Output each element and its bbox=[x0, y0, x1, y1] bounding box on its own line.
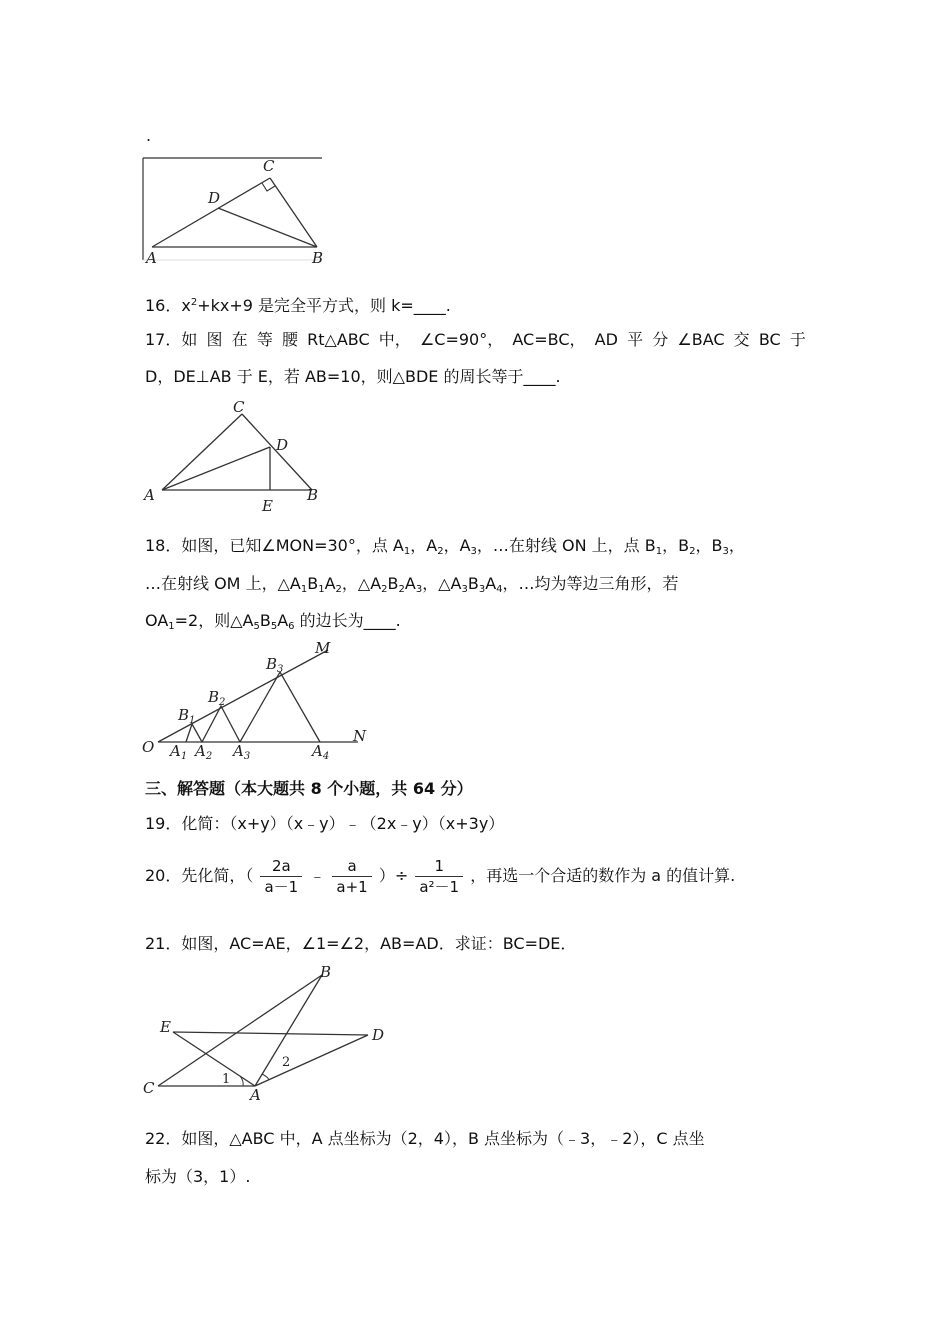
section-heading: 三、解答题（本大题共 8 个小题，共 64 分） bbox=[145, 779, 473, 798]
fraction-a-over-a-plus-1: $\frac{a}{a+1}$ bbox=[332, 856, 371, 897]
question-20: 20．先化简，（ $\frac{2a}{a-1}$ ﹣ $\frac{a}{a+1}$ ）÷ $\frac{1}{\text{a²－1}}$ ，再选一个合适的数作为 a 的值计算. bbox=[145, 857, 736, 896]
svg-text:A2: $A_2$ bbox=[195, 742, 213, 762]
label-D: D bbox=[208, 189, 221, 207]
question-22-line2: 标为（3，1）. bbox=[145, 1167, 251, 1186]
svg-text:B2: $B_2$ bbox=[208, 688, 226, 708]
figure-equilateral-chain bbox=[140, 638, 370, 762]
figure-isosceles-right-triangle bbox=[140, 397, 320, 517]
label-N: N bbox=[353, 727, 367, 745]
svg-text:A1: $A_1$ bbox=[170, 742, 188, 762]
stray-dot: . bbox=[146, 126, 152, 145]
question-18-line1: 18．如图，已知∠MON=30°，点 $A_1$，$A_2$，$A_3$，…在射线 ON 上，点 $B_1$，$B_2$，$B_3$， bbox=[145, 536, 745, 557]
label-B1: B bbox=[178, 706, 190, 724]
svg-text:B1: $B_1$ bbox=[178, 706, 196, 726]
label-angle-2: 2 bbox=[282, 1055, 291, 1070]
svg-text:A4: $A_4$ bbox=[312, 742, 330, 762]
question-21: 21．如图，AC=AE，∠1=∠2，AB=AD．求证：BC=DE． bbox=[145, 934, 577, 953]
label-E: E bbox=[262, 497, 273, 515]
label-A: A bbox=[146, 249, 157, 267]
label-A3: A bbox=[233, 742, 244, 760]
question-17-line1: 17．如 图 在 等 腰 Rt△ABC 中， ∠C=90°， AC=BC， AD 平 分 ∠BAC 交 BC 于 bbox=[145, 330, 806, 349]
label-B3: B bbox=[266, 655, 278, 673]
question-18-line2: …在射线 OM 上，$\triangle A_1B_1A_2$，$\triangle A_2B_2A_3$，$\triangle A_3B_3A_4$，…均为等边三角形，若 bbox=[145, 574, 679, 595]
fraction-1-over-a2-minus-1: $\frac{1}{\text{a²－1}}$ bbox=[415, 856, 463, 897]
label-A1: A bbox=[170, 742, 181, 760]
label-B: B bbox=[312, 249, 324, 267]
label-A4: A bbox=[312, 742, 323, 760]
label-C: C bbox=[143, 1079, 155, 1097]
label-A2: A bbox=[195, 742, 206, 760]
label-C: C bbox=[233, 398, 245, 416]
question-22-line1: 22．如图，△ABC 中，A 点坐标为（2，4），B 点坐标为（﹣3，﹣2），C 点坐 bbox=[145, 1129, 705, 1148]
label-M: M bbox=[315, 639, 331, 657]
label-D: D bbox=[372, 1026, 385, 1044]
label-A: A bbox=[144, 486, 155, 504]
label-angle-1: 1 bbox=[222, 1072, 231, 1087]
label-B2: B bbox=[208, 688, 220, 706]
svg-text:B3: $B_3$ bbox=[266, 655, 284, 675]
label-D: D bbox=[276, 436, 289, 454]
question-16: 16．$x^2+kx+9$ 是完全平方式，则 k=____. bbox=[145, 296, 451, 315]
question-19: 19．化简：（x+y）（x﹣y）﹣（2x﹣y）（x+3y） bbox=[145, 814, 505, 833]
label-B: B bbox=[307, 486, 319, 504]
question-17-line2: D，DE⊥AB 于 E，若 AB=10，则△BDE 的周长等于____. bbox=[145, 367, 561, 386]
figure-triangle-abcd bbox=[140, 155, 330, 267]
svg-text:A3: $A_3$ bbox=[233, 742, 251, 762]
label-E: E bbox=[160, 1018, 171, 1036]
label-B: B bbox=[320, 963, 332, 981]
label-O: O bbox=[142, 738, 155, 756]
fraction-2a-over-a-minus-1: $\frac{2a}{a-1}$ bbox=[260, 856, 302, 897]
label-A: A bbox=[250, 1086, 261, 1102]
figure-congruent-triangles bbox=[140, 960, 390, 1102]
label-C: C bbox=[263, 157, 275, 175]
question-18-line3: $OA_1=2$，则$\triangle A_5B_5A_6$ 的边长为____. bbox=[145, 611, 401, 632]
